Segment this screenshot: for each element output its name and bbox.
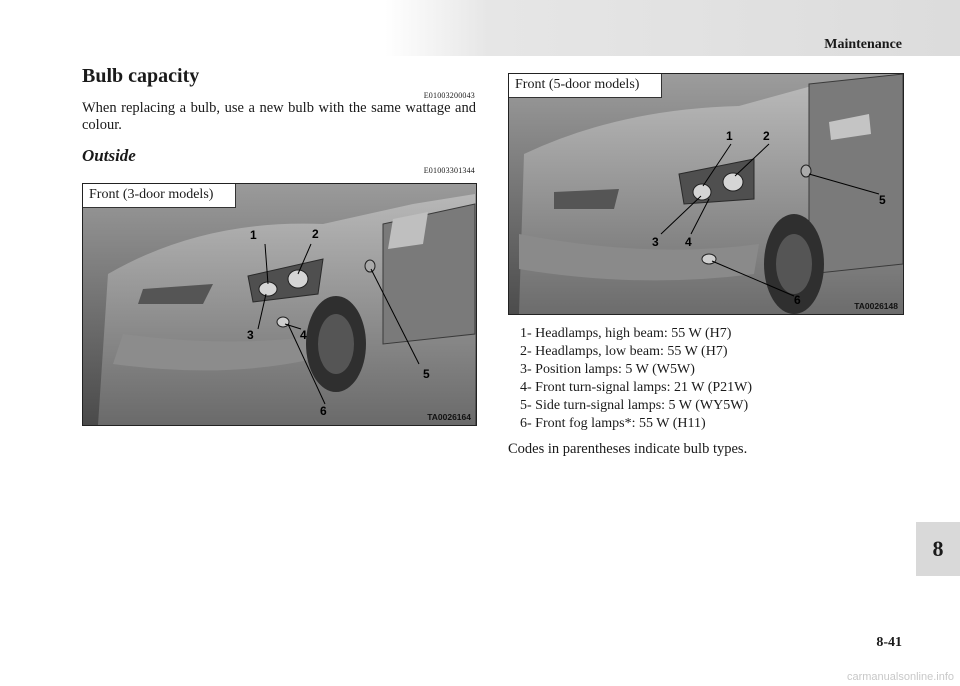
section-code: E01003200043 bbox=[423, 91, 475, 100]
callout-1: 1 bbox=[726, 129, 733, 143]
callout-4: 4 bbox=[685, 235, 692, 249]
list-item: 4- Front turn-signal lamps: 21 W (P21W) bbox=[520, 380, 753, 395]
car-illustration-5-door bbox=[509, 74, 903, 314]
figure-code: TA0026148 bbox=[854, 301, 898, 311]
callout-4: 4 bbox=[300, 328, 307, 342]
subsection-code: E01003301344 bbox=[423, 166, 475, 175]
watermark: carmanualsonline.info bbox=[846, 671, 954, 683]
callout-6: 6 bbox=[320, 404, 327, 418]
chapter-tab: 8 bbox=[916, 522, 960, 576]
callout-5: 5 bbox=[423, 367, 430, 381]
page-title: Bulb capacity bbox=[82, 65, 200, 87]
intro-paragraph: When replacing a bulb, use a new bulb with the same wattage and colour. bbox=[82, 100, 476, 133]
bulb-type-note: Codes in parentheses indicate bulb types. bbox=[508, 441, 748, 457]
callout-1: 1 bbox=[250, 228, 257, 242]
callout-2: 2 bbox=[763, 129, 770, 143]
car-illustration-3-door bbox=[83, 184, 476, 425]
callout-3: 3 bbox=[652, 235, 659, 249]
list-item: 2- Headlamps, low beam: 55 W (H7) bbox=[520, 344, 728, 359]
figure-code: TA0026164 bbox=[427, 412, 471, 422]
section-title: Maintenance bbox=[824, 37, 902, 52]
list-item: 5- Side turn-signal lamps: 5 W (WY5W) bbox=[520, 398, 749, 413]
callout-6: 6 bbox=[794, 293, 801, 307]
callout-3: 3 bbox=[247, 328, 254, 342]
figure-label: Front (5-door models) bbox=[509, 74, 662, 98]
list-item: 6- Front fog lamps*: 55 W (H11) bbox=[520, 416, 706, 431]
callout-2: 2 bbox=[312, 227, 319, 241]
page-number: 8-41 bbox=[876, 635, 902, 650]
figure-front-5-door bbox=[508, 73, 904, 315]
bulb-list bbox=[520, 325, 752, 433]
figure-label: Front (3-door models) bbox=[83, 184, 236, 208]
list-item: 3- Position lamps: 5 W (W5W) bbox=[520, 362, 695, 377]
figure-front-3-door bbox=[82, 183, 477, 426]
subsection-heading: Outside bbox=[82, 146, 136, 165]
callout-5: 5 bbox=[879, 193, 886, 207]
list-item: 1- Headlamps, high beam: 55 W (H7) bbox=[520, 326, 732, 341]
